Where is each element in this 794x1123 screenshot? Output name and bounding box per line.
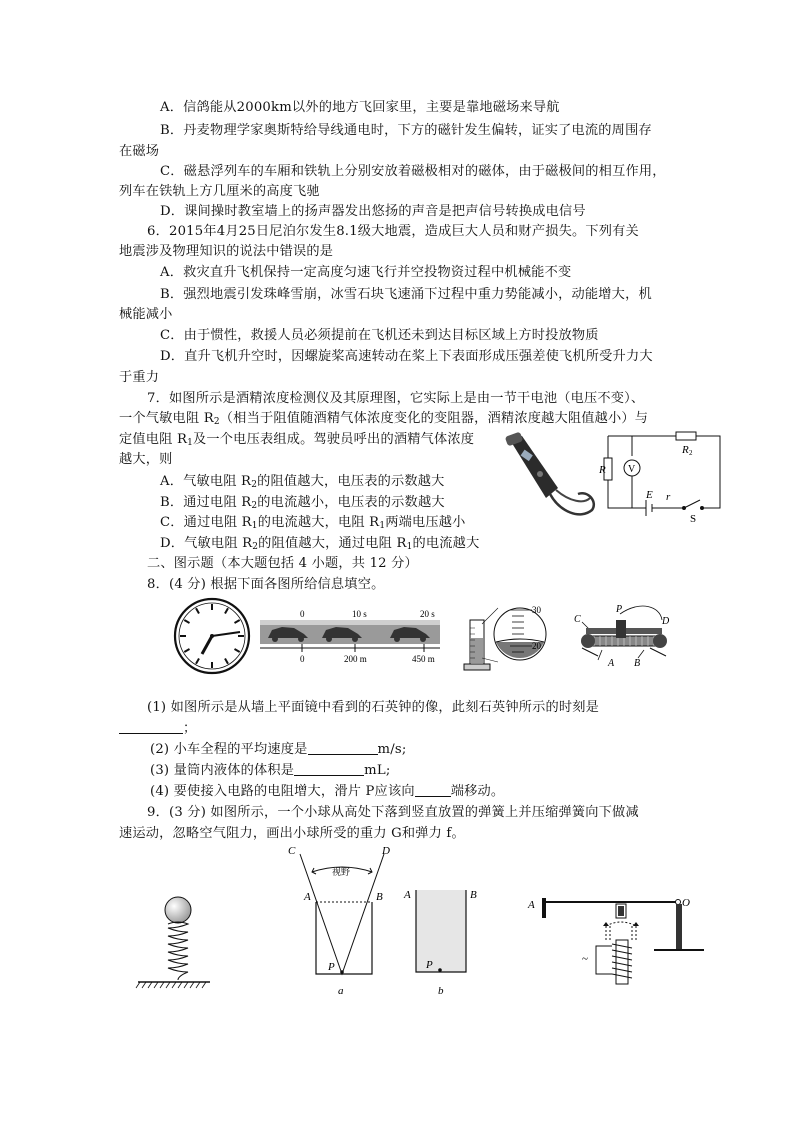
rheostat-label-b: B (634, 658, 641, 669)
graduated-cylinder-image (462, 598, 550, 674)
q5-option-b: B．丹麦物理学家奥斯特给导线通电时，下方的磁针发生偏转，证实了电流的周围存 (160, 123, 652, 138)
q6-option-d: D．直升飞机升空时，因螺旋桨高速转动在桨上下表面形成压强差使飞机所受升力大 (160, 349, 653, 364)
clock-image (172, 596, 252, 676)
fig-b-label-b: B (470, 889, 477, 901)
q5-option-c-cont: 列车在铁轨上方几厘米的高度飞驰 (119, 184, 320, 199)
lever-label-o: O (682, 897, 690, 909)
answer-blank-4[interactable] (415, 782, 451, 797)
fig-a-label-a: A (304, 891, 311, 903)
q7-stem-2: 一个气敏电阻 $R_2$（相当于阻值随酒精气体浓度变化的变阻器，酒精浓度越大阻值越小）与 (119, 411, 649, 427)
q9-stem: 9．(3 分) 如图所示，一个小球从高处下落到竖直放置的弹簧上并压缩弹簧向下做减 (147, 805, 639, 820)
circuit-diagram (598, 428, 728, 524)
q5-option-a: A．信鸽能从2000km以外的地方飞回家里，主要是靠地磁场来导航 (160, 100, 560, 115)
cars-motion-image (260, 606, 440, 666)
circuit-label-v: V (628, 464, 636, 475)
rheostat-label-p: P (616, 604, 623, 615)
q8-stem: 8．(4 分) 根据下面各图所给信息填空。 (147, 577, 385, 592)
q7-stem-4: 越大，则 (119, 452, 173, 467)
q8-part-3: (3) 量筒内液体的体积是 mL; (150, 763, 391, 778)
rheostat-label-d: D (662, 616, 670, 627)
circuit-label-e: E (646, 489, 653, 501)
circuit-label-r2: R (682, 444, 689, 456)
breathalyzer-image (500, 432, 600, 524)
lever-ac-symbol: ~ (582, 953, 588, 965)
q9-stem-cont: 速运动，忽略空气阻力，画出小球所受的重力 G和弹力 f。 (119, 826, 465, 841)
cylinder-mark-30: 30 (532, 605, 541, 615)
cylinder-mark-20: 20 (532, 641, 541, 651)
q6-stem: 6．2015年4月25日尼泊尔发生8.1级大地震，造成巨大人员和财产损失。下列有关 (147, 224, 639, 239)
lever-label-a: A (528, 899, 535, 911)
section-2-heading: 二、图示题（本大题包括 4 小题，共 12 分） (147, 556, 418, 571)
q7-option-c: C．通过电阻 $R_1$的电流越大，电阻 $R_1$两端电压越小 (160, 515, 466, 531)
car-dist-0: 0 (300, 654, 305, 664)
q8-part-1: (1) 如图所示是从墙上平面镜中看到的石英钟的像，此刻石英钟所示的时刻是 (147, 700, 600, 715)
fig-b-label-a: A (404, 889, 411, 901)
answer-blank-3[interactable] (294, 761, 364, 776)
q8-part-2: (2) 小车全程的平均速度是 m/s; (150, 742, 407, 757)
q6-option-a: A．救灾直升飞机保持一定高度匀速飞行并空投物资过程中机械能不变 (160, 265, 572, 280)
fig-b-label-p: P (426, 959, 433, 971)
q6-option-d-cont: 于重力 (119, 370, 160, 385)
rheostat-label-c: C (574, 614, 581, 625)
view-cup-figure-a (286, 842, 406, 1002)
cup-figure-b (400, 884, 480, 1002)
car-time-20s: 20 s (420, 609, 435, 619)
q5-option-b-cont: 在磁场 (119, 144, 160, 159)
circuit-label-s: S (690, 513, 697, 524)
q7-stem: 7．如图所示是酒精浓度检测仪及其原理图，它实际上是由一节干电池（电压不变）、 (147, 391, 645, 406)
fig-b-caption: b (438, 985, 444, 997)
sliding-rheostat-image (570, 600, 680, 672)
answer-blank-1[interactable] (119, 719, 183, 734)
lever-electromagnet-figure (524, 892, 710, 992)
spring-ball-image (134, 892, 216, 992)
fig-a-view-label: 视野 (332, 867, 351, 877)
car-time-0: 0 (300, 609, 305, 619)
fig-a-label-b: B (376, 891, 383, 903)
q7-option-a: A．气敏电阻 $R_2$的阻值越大，电压表的示数越大 (160, 474, 445, 490)
q6-option-b: B．强烈地震引发珠峰雪崩，冰雪石块飞速涌下过程中重力势能减小，动能增大，机 (160, 287, 652, 302)
fig-a-label-p: P (328, 961, 335, 973)
fig-a-caption: a (338, 985, 344, 997)
fig-a-label-c: C (288, 845, 296, 857)
q5-option-d: D．课间操时教室墙上的扬声器发出悠扬的声音是把声信号转换成电信号 (160, 204, 586, 219)
car-dist-200: 200 m (344, 654, 367, 664)
car-time-10s: 10 s (352, 609, 367, 619)
q8-part-1-answer: ； (119, 719, 196, 739)
rheostat-label-a: A (608, 658, 615, 669)
answer-blank-2[interactable] (308, 740, 378, 755)
fig-a-label-d: D (382, 845, 390, 857)
q6-stem-cont: 地震涉及物理知识的说法中错误的是 (119, 244, 334, 259)
q8-part-4: (4) 要使接入电路的电阻增大，滑片 P应该向 端移动。 (150, 784, 505, 799)
q6-option-c: C．由于惯性，救援人员必须提前在飞机还未到达目标区域上方时投放物质 (160, 328, 599, 343)
q7-option-b: B．通过电阻 $R_2$的电流越小，电压表的示数越大 (160, 495, 445, 511)
q7-option-d: D．气敏电阻 $R_2$的阻值越大，通过电阻 $R_1$的电流越大 (160, 536, 480, 552)
circuit-label-r2-sub: 2 (689, 449, 693, 457)
circuit-label-r-int: r (666, 491, 671, 503)
circuit-label-r: R (599, 464, 606, 476)
q5-option-c: C．磁悬浮列车的车厢和铁轨上分别安放着磁极相对的磁体，由于磁极间的相互作用， (160, 164, 666, 179)
car-dist-450: 450 m (412, 654, 435, 664)
q7-stem-3: 定值电阻 $R_1$及一个电压表组成。驾驶员呼出的酒精气体浓度 (119, 432, 475, 448)
q6-option-b-cont: 械能减小 (119, 307, 173, 322)
